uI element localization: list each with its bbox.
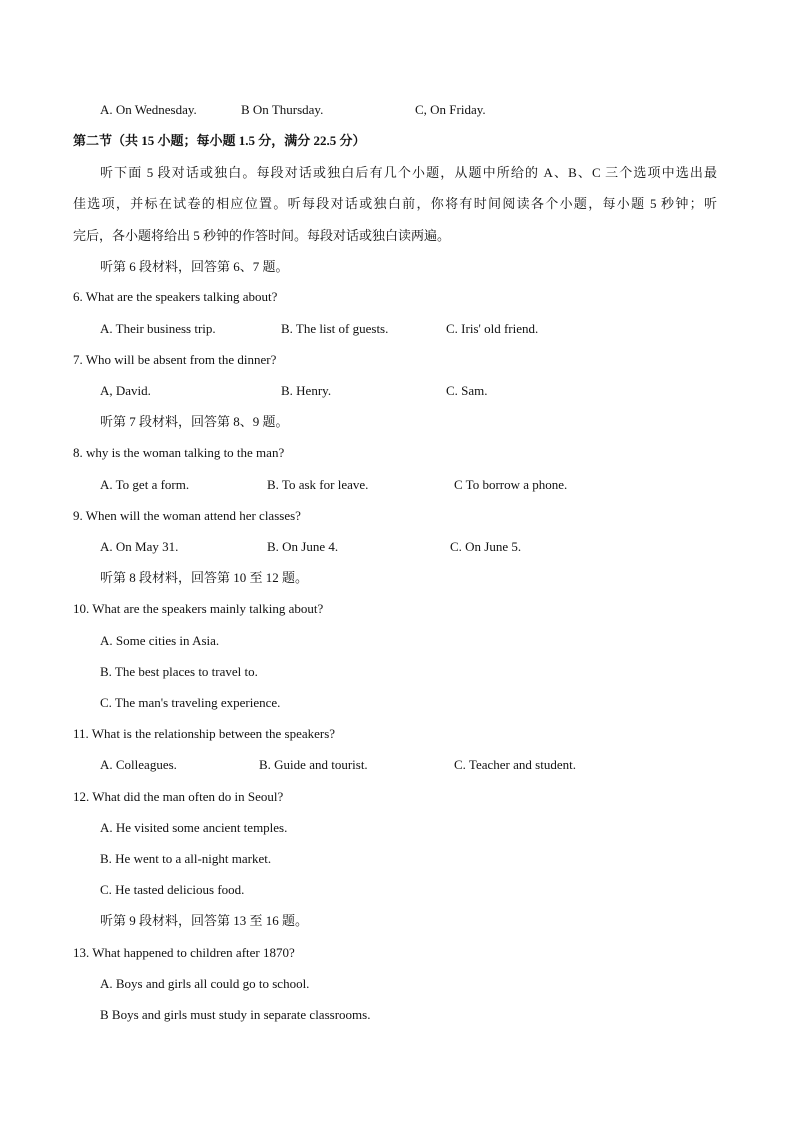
option-b: B. To ask for leave.	[267, 477, 369, 492]
question-stem: 10. What are the speakers mainly talking about?	[73, 601, 324, 616]
option-c: C. He tasted delicious food.	[100, 882, 245, 897]
question-stem: 8. why is the woman talking to the man?	[73, 445, 285, 460]
option-c: C. On June 5.	[450, 539, 522, 554]
option-b: B On Thursday.	[241, 102, 324, 117]
option-a: A. On Wednesday.	[100, 102, 197, 117]
option-a: A. On May 31.	[100, 539, 179, 554]
option-b: B. The best places to travel to.	[100, 664, 258, 679]
option-b: B. He went to a all-night market.	[100, 851, 272, 866]
group-intro: 听第 7 段材料，回答第 8、9 题。	[100, 414, 289, 429]
instructions-line: 听下面 5 段对话或独白。每段对话或独白后有几个小题，从题中所给的 A、B、C 三个选项中选出最	[100, 165, 717, 180]
question-stem: 7. Who will be absent from the dinner?	[73, 352, 277, 367]
option-c: C, On Friday.	[415, 102, 486, 117]
option-a: A. Boys and girls all could go to school.	[100, 976, 310, 991]
options-row	[100, 538, 717, 556]
option-c: C. Sam.	[446, 383, 488, 398]
options-row	[100, 476, 717, 494]
option-c: C To borrow a phone.	[454, 477, 568, 492]
option-b: B Boys and girls must study in separate classrooms.	[100, 1007, 371, 1022]
instructions-line: 佳选项，并标在试卷的相应位置。听每段对话或独白前，你将有时间阅读各个小题，每小题 5 秒钟；听	[73, 196, 717, 211]
option-b: B. Guide and tourist.	[259, 757, 368, 772]
options-row	[100, 756, 717, 774]
question-stem: 9. When will the woman attend her classes?	[73, 508, 301, 523]
option-b: B. The list of guests.	[281, 321, 389, 336]
group-intro: 听第 8 段材料，回答第 10 至 12 题。	[100, 570, 309, 585]
option-b: B. Henry.	[281, 383, 332, 398]
instructions-line: 完后，各小题将给出 5 秒钟的作答时间。每段对话或独白读两遍。	[73, 228, 451, 243]
option-a: A. Their business trip.	[100, 321, 216, 336]
option-c: C. Iris' old friend.	[446, 321, 539, 336]
options-row	[100, 320, 717, 338]
question-stem: 11. What is the relationship between the speakers?	[73, 726, 336, 741]
group-intro: 听第 6 段材料，回答第 6、7 题。	[100, 259, 289, 274]
options-row	[100, 382, 717, 400]
options-row	[100, 101, 717, 119]
question-stem: 6. What are the speakers talking about?	[73, 289, 278, 304]
question-stem: 12. What did the man often do in Seoul?	[73, 789, 284, 804]
option-a: A. Colleagues.	[100, 757, 177, 772]
option-a: A. Some cities in Asia.	[100, 633, 220, 648]
option-c: C. The man's traveling experience.	[100, 695, 281, 710]
option-b: B. On June 4.	[267, 539, 339, 554]
group-intro: 听第 9 段材料，回答第 13 至 16 题。	[100, 913, 309, 928]
option-c: C. Teacher and student.	[454, 757, 576, 772]
option-a: A, David.	[100, 383, 151, 398]
option-a: A. To get a form.	[100, 477, 190, 492]
question-stem: 13. What happened to children after 1870?	[73, 945, 295, 960]
section-title: 第二节（共 15 小题；每小题 1.5 分，满分 22.5 分）	[73, 133, 366, 148]
option-a: A. He visited some ancient temples.	[100, 820, 288, 835]
